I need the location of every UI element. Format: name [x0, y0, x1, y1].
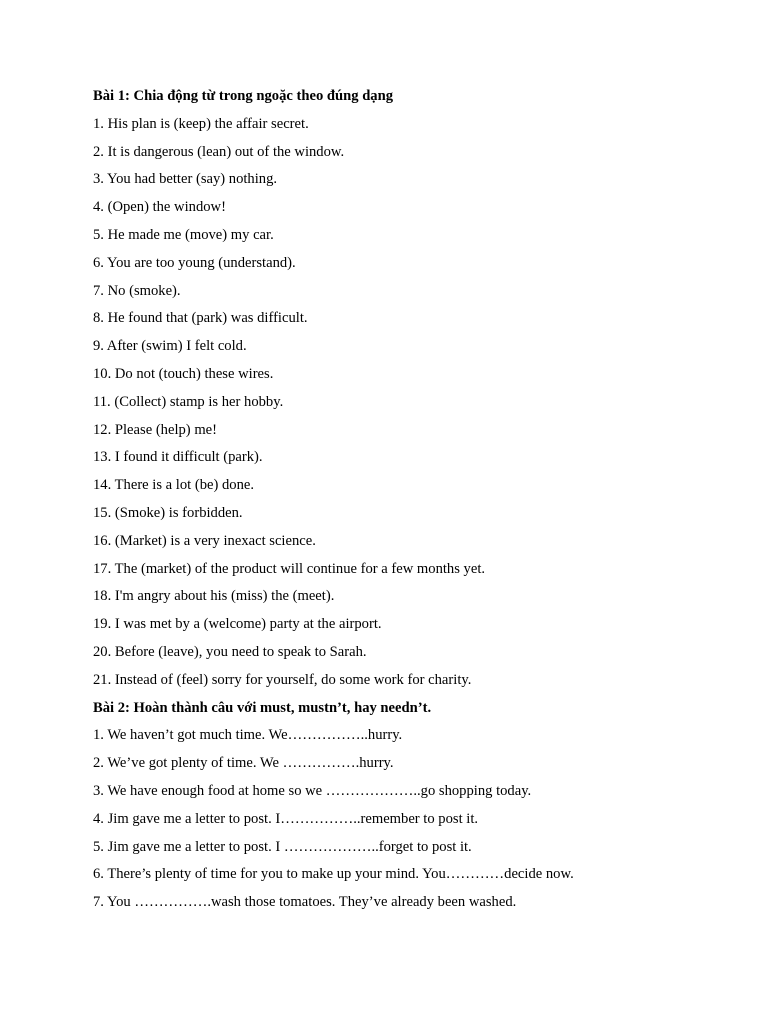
- exercise-1-item: 4. (Open) the window!: [93, 199, 226, 216]
- exercise-2-item: 6. There’s plenty of time for you to make up your mind. You…………decide now.: [93, 866, 574, 883]
- exercise-1-item: 12. Please (help) me!: [93, 421, 218, 438]
- exercise-2-heading: Bài 2: Hoàn thành câu với must, mustn’t, hay needn’t.: [93, 699, 432, 716]
- exercise-1-item: 16. (Market) is a very inexact science.: [93, 532, 316, 549]
- exercise-2-item: 1. We haven’t got much time. We……………..hurry.: [93, 727, 403, 744]
- exercise-1-item: 9. After (swim) I felt cold.: [93, 338, 247, 355]
- exercise-1-item: 18. I'm angry about his (miss) the (meet).: [93, 588, 335, 605]
- exercise-1-item: 6. You are too young (understand).: [93, 254, 296, 271]
- exercise-1-item: 17. The (market) of the product will continue for a few months yet.: [93, 560, 486, 577]
- exercise-2-item: 4. Jim gave me a letter to post. I……………..remember to post it.: [93, 810, 479, 827]
- exercise-1-item: 1. His plan is (keep) the affair secret.: [93, 115, 309, 132]
- exercise-2-item: 5. Jim gave me a letter to post. I ………………..forget to post it.: [93, 838, 472, 855]
- exercise-1-item: 7. No (smoke).: [93, 282, 181, 299]
- exercise-1-item: 10. Do not (touch) these wires.: [93, 365, 274, 382]
- exercise-1-item: 21. Instead of (feel) sorry for yourself, do some work for charity.: [93, 671, 472, 688]
- exercise-1-item: 19. I was met by a (welcome) party at the airport.: [93, 616, 382, 633]
- exercise-1-item: 14. There is a lot (be) done.: [93, 477, 255, 494]
- exercise-1-item: 5. He made me (move) my car.: [93, 226, 274, 243]
- exercise-1-item: 2. It is dangerous (lean) out of the window.: [93, 143, 345, 160]
- exercise-2-item: 2. We’ve got plenty of time. We …………….hurry.: [93, 755, 394, 772]
- document-content: [93, 86, 733, 920]
- exercise-1-heading: Bài 1: Chia động từ trong ngoặc theo đúng dạng: [93, 88, 394, 104]
- exercise-1-item: 8. He found that (park) was difficult.: [93, 310, 308, 327]
- exercise-1-item: 11. (Collect) stamp is her hobby.: [93, 393, 284, 410]
- exercise-2-item: 3. We have enough food at home so we ………………..go shopping today.: [93, 782, 532, 799]
- exercise-1-item: 20. Before (leave), you need to speak to Sarah.: [93, 643, 367, 660]
- exercise-2-item: 7. You …………….wash those tomatoes. They’ve already been washed.: [93, 894, 517, 911]
- exercise-1-item: 13. I found it difficult (park).: [93, 449, 263, 466]
- exercise-1-item: 15. (Smoke) is forbidden.: [93, 504, 243, 521]
- exercise-1-item: 3. You had better (say) nothing.: [93, 171, 278, 188]
